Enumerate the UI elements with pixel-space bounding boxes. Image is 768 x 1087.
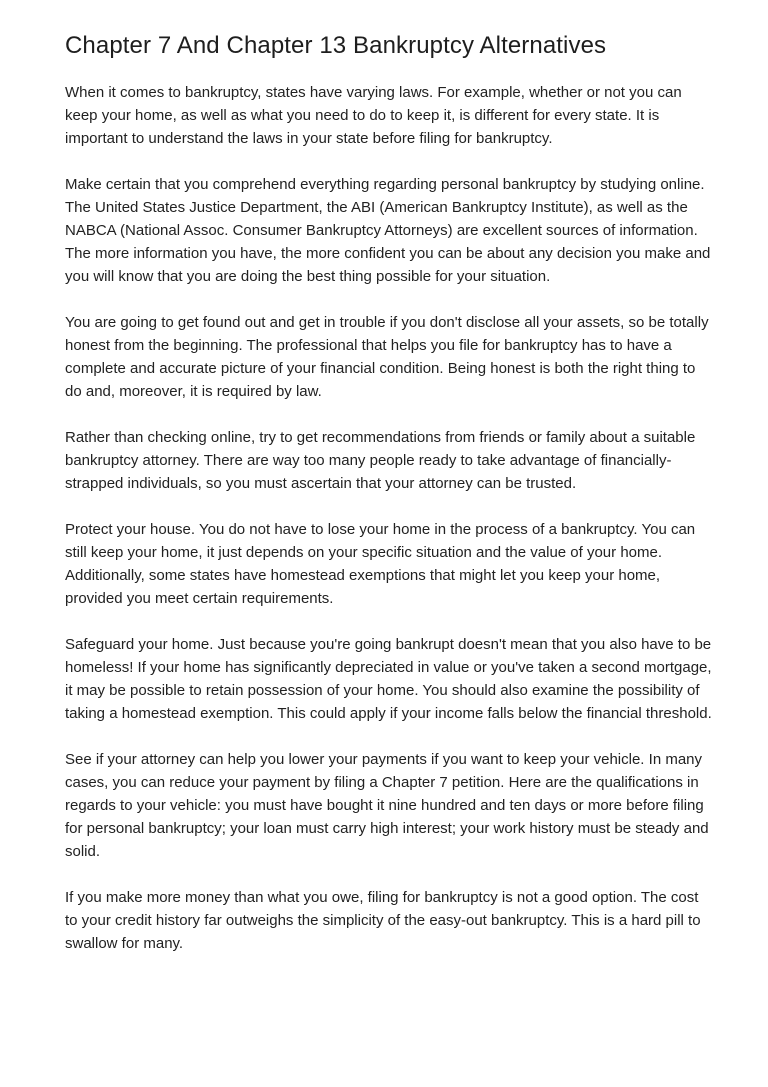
page-title: Chapter 7 And Chapter 13 Bankruptcy Alternatives — [65, 32, 607, 59]
document-page — [65, 30, 715, 978]
paragraph-income-option: If you make more money than what you owe, filing for bankruptcy is not a good option. The cost to your credit history far outweighs the simplicity of the easy-out bankruptcy. This is a hard pill to swallow for many. — [65, 889, 701, 952]
paragraph-vehicle-payments: See if your attorney can help you lower your payments if you want to keep your vehicle. In many cases, you can reduce your payment by filing a Chapter 7 petition. Here are the qualifications in regards to your vehicle: you must have bought it nine hundred and ten days or more before filing for personal bankruptcy; your loan must carry high interest; your work history must be steady and solid. — [65, 751, 709, 860]
paragraph-attorney-recommendations: Rather than checking online, try to get recommendations from friends or family about a suitable bankruptcy attorney. There are way too many people ready to take advantage of financially-strapped individuals, so you must ascertain that your attorney can be trusted. — [65, 429, 696, 492]
paragraph-disclose-assets: You are going to get found out and get in trouble if you don't disclose all your assets, so be totally honest from the beginning. The professional that helps you file for bankruptcy has to have a complete and accurate picture of your financial condition. Being honest is both the right thing to do and, moreover, it is required by law. — [65, 314, 709, 400]
paragraph-protect-house: Protect your house. You do not have to lose your home in the process of a bankruptcy. You can still keep your home, it just depends on your specific situation and the value of your home. Additionally, some states have homestead exemptions that might let you keep your home, provided you meet certain requirements. — [65, 521, 696, 607]
paragraph-safeguard-home: Safeguard your home. Just because you're going bankrupt doesn't mean that you also have to be homeless! If your home has significantly depreciated in value or you've taken a second mortgage, it may be possible to retain possession of your home. You should also examine the possibility of taking a homestead exemption. This could apply if your income falls below the financial threshold. — [65, 636, 712, 722]
paragraph-research-online: Make certain that you comprehend everything regarding personal bankruptcy by studying online. The United States Justice Department, the ABI (American Bankruptcy Institute), as well as the NABCA (National Assoc. Consumer Bankruptcy Attorneys) are excellent sources of information. The more information you have, the more confident you can be about any decision you make and you will know that you are doing the best thing possible for your situation. — [65, 176, 711, 285]
paragraph-state-laws: When it comes to bankruptcy, states have varying laws. For example, whether or not you can keep your home, as well as what you need to do to keep it, is different for every state. It is important to understand the laws in your state before filing for bankruptcy. — [65, 84, 682, 147]
